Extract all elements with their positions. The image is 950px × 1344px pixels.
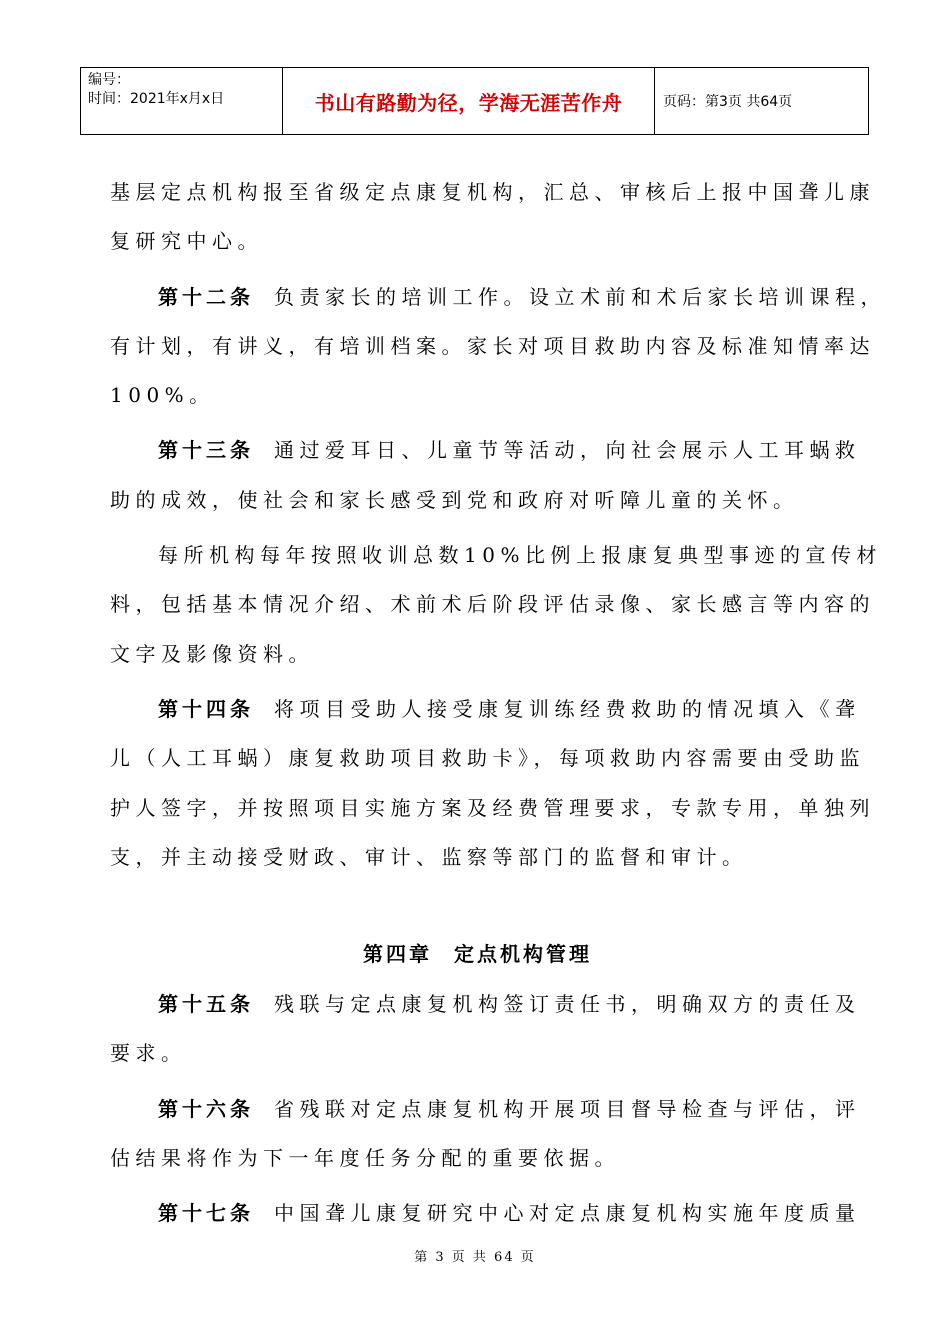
text-line [110, 734, 865, 783]
time-label: 时间：2021年x月x日 [88, 91, 225, 107]
text-line [110, 980, 861, 1029]
line-text: 料，包括基本情况介绍、术前术后阶段评估录像、家长感言等内容的 [110, 592, 875, 617]
article-number: 第十六条 [158, 1096, 254, 1121]
article-paragraph [110, 426, 861, 525]
text-line [110, 1189, 861, 1238]
paragraph [110, 168, 875, 267]
article-number: 第十二条 [158, 284, 254, 309]
document-body [110, 168, 886, 1245]
line-text: 中国聋儿康复研究中心对定点康复机构实施年度质量 [274, 1201, 861, 1226]
line-text: 有计划，有讲义，有培训档案。家长对项目救助内容及标准知情率达 [110, 333, 875, 358]
text-line [110, 1134, 845, 1183]
header-meta [81, 68, 283, 134]
line-text: 护人签字，并按照项目实施方案及经费管理要求，专款专用，单独列 [110, 795, 875, 820]
motto-text: 书山有路勤为径，学海无涯苦作舟 [314, 90, 623, 115]
document-header [80, 67, 869, 135]
line-text: 文字及影像资料。 [110, 641, 314, 666]
text-line [110, 1085, 861, 1134]
line-text: 将项目受助人接受康复训练经费救助的情况填入《聋 [274, 696, 861, 721]
article-number: 第十五条 [158, 992, 254, 1017]
line-text: 通过爱耳日、儿童节等活动，向社会展示人工耳蜗救 [274, 438, 861, 463]
article-number: 第十四条 [158, 696, 254, 721]
chapter-title: 定点机构管理 [454, 942, 592, 967]
article-paragraph [110, 1189, 861, 1238]
text-line [110, 685, 861, 734]
article-number: 第十三条 [158, 438, 254, 463]
article-paragraph [110, 273, 886, 421]
text-line [110, 630, 845, 679]
line-text: 支，并主动接受财政、审计、监察等部门的监督和审计。 [110, 844, 748, 869]
line-text: 每所机构每年按照收训总数10%比例上报康复典型事迹的宣传材 [158, 543, 882, 568]
header-motto-cell [283, 68, 655, 134]
article-number: 第十七条 [158, 1201, 254, 1226]
line-text: 复研究中心。 [110, 229, 263, 254]
text-line [110, 784, 875, 833]
text-line [110, 531, 882, 580]
text-line [110, 371, 845, 420]
paragraph [110, 531, 882, 679]
article-paragraph [110, 685, 875, 882]
article-paragraph [110, 980, 861, 1079]
line-text: 助的成效，使社会和家长感受到党和政府对听障儿童的关怀。 [110, 487, 799, 512]
line-text: 负责家长的培训工作。设立术前和术后家长培训课程， [274, 284, 886, 309]
header-page-info: 页码：第3页 共64页 [663, 94, 793, 110]
text-line [110, 426, 861, 475]
text-line [110, 476, 845, 525]
text-line [110, 168, 875, 217]
text-line [110, 322, 875, 371]
text-line [110, 833, 845, 882]
line-text: 残联与定点康复机构签订责任书，明确双方的责任及 [274, 992, 861, 1017]
line-text: 儿（人工耳蜗）康复救助项目救助卡》，每项救助内容需要由受助监 [110, 746, 865, 771]
text-line [110, 273, 886, 322]
text-line [110, 1029, 845, 1078]
chapter-heading [110, 928, 845, 980]
number-label: 编号： [88, 72, 130, 88]
text-line [110, 580, 875, 629]
line-text: 估结果将作为下一年度任务分配的重要依据。 [110, 1146, 620, 1171]
line-text: 要求。 [110, 1041, 187, 1066]
page-footer: 第 3 页 共 64 页 [414, 1250, 536, 1265]
line-text: 省残联对定点康复机构开展项目督导检查与评估，评 [274, 1096, 861, 1121]
chapter-number: 第四章 [363, 942, 432, 967]
article-paragraph [110, 1085, 861, 1184]
line-text: 基层定点机构报至省级定点康复机构，汇总、审核后上报中国聋儿康 [110, 180, 875, 204]
line-text: 100%。 [110, 383, 215, 408]
text-line [110, 217, 845, 266]
